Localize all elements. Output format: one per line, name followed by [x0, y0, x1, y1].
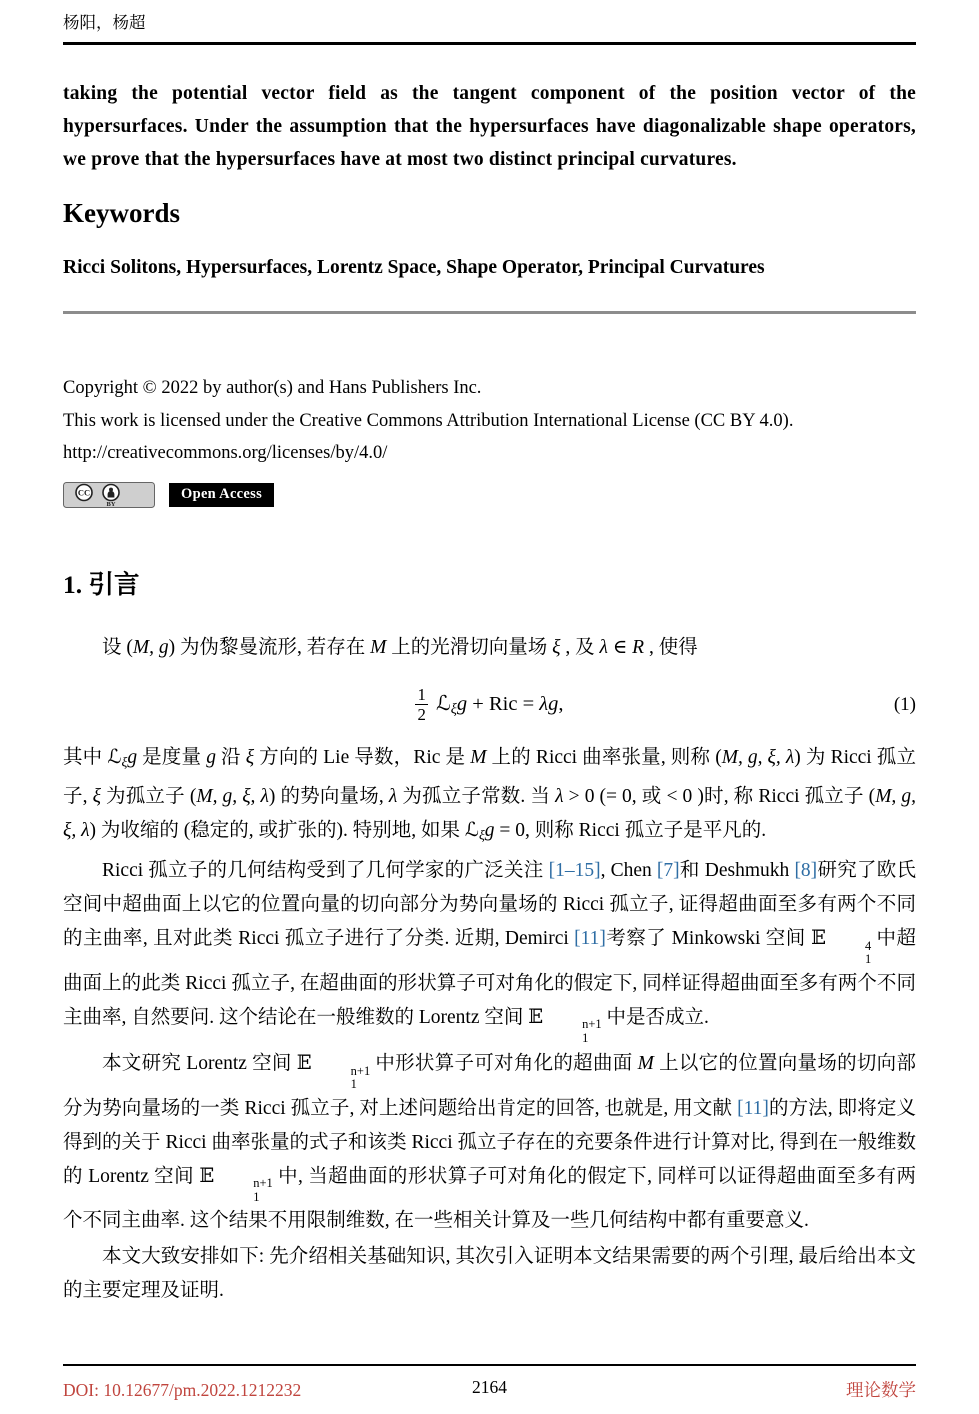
page-number: 2164 — [472, 1377, 507, 1397]
text-run: Ricci 孤立子的几何结构受到了几何学家的广泛关注 — [102, 859, 549, 881]
text-run: λ — [555, 785, 564, 807]
text-run: , Chen — [600, 859, 657, 881]
text-run: 上的光滑切向量场 — [386, 636, 553, 658]
text-run: g — [206, 747, 216, 769]
journal-name: 理论数学 — [846, 1380, 916, 1400]
text-run: 本文研究 Lorentz 空间 — [102, 1053, 297, 1075]
text-run: + Ric = — [467, 692, 540, 715]
body-paragraph-4 — [63, 1240, 916, 1308]
math-supsub: n+1 1 — [253, 1176, 273, 1204]
text-run: , 及 — [560, 636, 600, 658]
text-run: g — [127, 747, 138, 769]
math-supsub: 4 1 — [864, 938, 872, 967]
text-run: ξ — [121, 754, 128, 770]
equation-body — [436, 692, 564, 718]
text-run: M, g — [132, 636, 169, 658]
fraction-numerator: 1 — [417, 684, 426, 704]
text-run: M — [470, 747, 487, 769]
text-run: ) 为伪黎曼流形, 若存在 — [168, 636, 371, 658]
text-run: 沿 — [215, 747, 246, 769]
running-header-authors: 杨阳，杨超 — [63, 13, 146, 32]
citation-link[interactable]: [11] — [574, 927, 606, 949]
section-divider-rule — [63, 311, 916, 315]
text-run: 为孤立子常数. 当 — [397, 785, 556, 807]
text-run: M, g, ξ, λ — [63, 785, 916, 841]
text-run: > 0 (= 0, 或 < 0 )时, 称 Ricci 孤立子 ( — [563, 785, 876, 807]
text-run: λ — [599, 636, 608, 658]
text-run: ξ — [92, 785, 101, 807]
fraction-one-half — [415, 685, 427, 726]
text-run: 上以它的位置向量场的切向部分为势向量场的一类 Ricci 孤立子, 对上述问题给出肯定的回答, 也就是, 用文献 — [63, 1053, 916, 1119]
equation-number: (1) — [893, 693, 916, 715]
text-run: 中是否成立. — [601, 1006, 709, 1028]
text-run: 方向的 Lie 导数，Ric 是 — [254, 747, 471, 769]
intro-paragraph — [63, 631, 916, 665]
text-run: ∈ — [607, 636, 633, 658]
fraction-denominator: 2 — [417, 705, 426, 725]
section-title: 1. 引言 — [63, 569, 140, 599]
text-run: 和 Deshmukh — [679, 859, 795, 881]
body-paragraph-3 — [63, 1047, 916, 1238]
text-run: 研究了欧氏空间中超曲面上以它的位置向量的切向部分为势向量场的 Ricci 孤立子, 证得超曲面至多有两个不同的主曲率, 且对此类 Ricci 孤立子进行了分类. 近期, Demirci — [63, 859, 916, 949]
license-badges-row — [63, 482, 916, 509]
text-run: ) 为收缩的 (稳定的, 或扩张的). 特别地, 如果 — [89, 819, 465, 841]
text-run: , 使得 — [644, 636, 698, 658]
equation-1 — [63, 685, 916, 726]
text-run: 𝔼 — [811, 927, 826, 949]
text-run: 上的 Ricci 曲率张量, 则称 ( — [486, 747, 722, 769]
text-run: 本文大致安排如下: 先介绍相关基础知识, 其次引入证明本文结果需要的两个引理, 最后给出本文的主要定理及证明. — [63, 1246, 916, 1302]
citation-link[interactable]: [8] — [794, 859, 818, 881]
text-run: 𝔼 — [296, 1053, 312, 1075]
license-block — [63, 372, 916, 470]
header-rule — [63, 42, 916, 45]
text-run: 其中 — [63, 747, 108, 769]
text-run: 𝔼 — [199, 1165, 215, 1187]
text-run: , — [558, 692, 564, 715]
cc-logo-text: CC — [77, 487, 91, 498]
body-paragraph-1 — [63, 741, 916, 852]
text-run: ξ — [450, 701, 457, 718]
open-access-badge[interactable]: Open Access — [169, 483, 274, 507]
text-run: M — [637, 1053, 654, 1075]
copyright-line: Copyright © 2022 by author(s) and Hans Publishers Inc. — [63, 378, 482, 398]
text-run: g — [456, 692, 468, 715]
abstract-paragraph: taking the potential vector field as the tangent component of the position vector of the hypersurfaces. Under the assumption that the hypersurfaces have diagonalizable shape operators, we prove that the hypersurfaces have at most two distinct principal curvatures. — [63, 82, 916, 170]
math-supsub: n+1 1 — [350, 1063, 371, 1092]
citation-link[interactable]: [7] — [656, 859, 680, 881]
doi-link[interactable]: DOI: 10.12677/pm.2022.1212232 — [63, 1380, 302, 1400]
text-run: M, g, ξ, λ — [196, 785, 269, 807]
license-url-link[interactable]: http://creativecommons.org/licenses/by/4.0/ — [63, 443, 388, 463]
text-run: g — [484, 819, 495, 841]
text-run: 中超曲面上的此类 Ricci 孤立子, 在超曲面的形状算子可对角化的假定下, 同样证得超曲面至多有两个不同主曲率, 自然要问. 这个结论在一般维数的 Lorentz 空间 — [63, 927, 916, 1028]
text-run: λg — [539, 692, 559, 715]
text-run: 设 ( — [102, 636, 133, 658]
keywords-heading: Keywords — [63, 197, 180, 228]
text-run: M — [370, 636, 387, 658]
text-run: 𝔼 — [528, 1006, 544, 1028]
by-label: BY — [106, 501, 116, 508]
keywords-list: Ricci Solitons, Hypersurfaces, Lorentz Space, Shape Operator, Principal Curvatures — [63, 256, 765, 278]
math-supsub: n+1 1 — [582, 1017, 602, 1045]
text-run: ) 为 Ricci 孤立子, — [63, 747, 916, 807]
text-run: λ — [388, 785, 398, 807]
text-run: ξ — [552, 636, 561, 658]
text-run: 的方法, 即将定义得到的关于 Ricci 曲率张量的式子和该类 Ricci 孤立子存在的充要条件进行计算对比, 得到在一般维数的 Lorentz 空间 — [63, 1097, 916, 1187]
text-run: ℒ — [436, 692, 451, 715]
cc-by-badge[interactable] — [63, 482, 155, 508]
text-run: 为孤立子 ( — [100, 785, 197, 807]
text-run: ℒ — [464, 819, 479, 841]
footer-rule — [63, 1364, 916, 1367]
text-run: ) 的势向量场, — [268, 785, 389, 807]
text-run: ξ — [245, 747, 255, 769]
text-run: 考察了 Minkowski 空间 — [605, 927, 812, 949]
citation-link[interactable]: [11] — [737, 1097, 769, 1119]
license-statement: This work is licensed under the Creative Commons Attribution International License (CC BY 4.0). — [63, 410, 794, 431]
text-run: ξ — [478, 826, 485, 842]
text-run: M, g, ξ, λ — [721, 747, 795, 769]
text-run: 中形状算子可对角化的超曲面 — [370, 1053, 638, 1075]
text-run: R — [632, 636, 645, 658]
citation-link[interactable]: [1–15] — [548, 859, 601, 881]
text-run: 是度量 — [137, 747, 207, 769]
text-run: = 0, 则称 Ricci 孤立子是平凡的. — [494, 819, 767, 841]
text-run: 中, 当超曲面的形状算子可对角化的假定下, 同样可以证得超曲面至多有两个不同主曲率. 这个结果不用限制维数, 在一些相关计算及一些几何结构中都有重要意义. — [63, 1165, 916, 1232]
page-footer — [63, 1364, 916, 1403]
body-paragraph-2 — [63, 854, 916, 1045]
text-run: ℒ — [107, 747, 122, 769]
